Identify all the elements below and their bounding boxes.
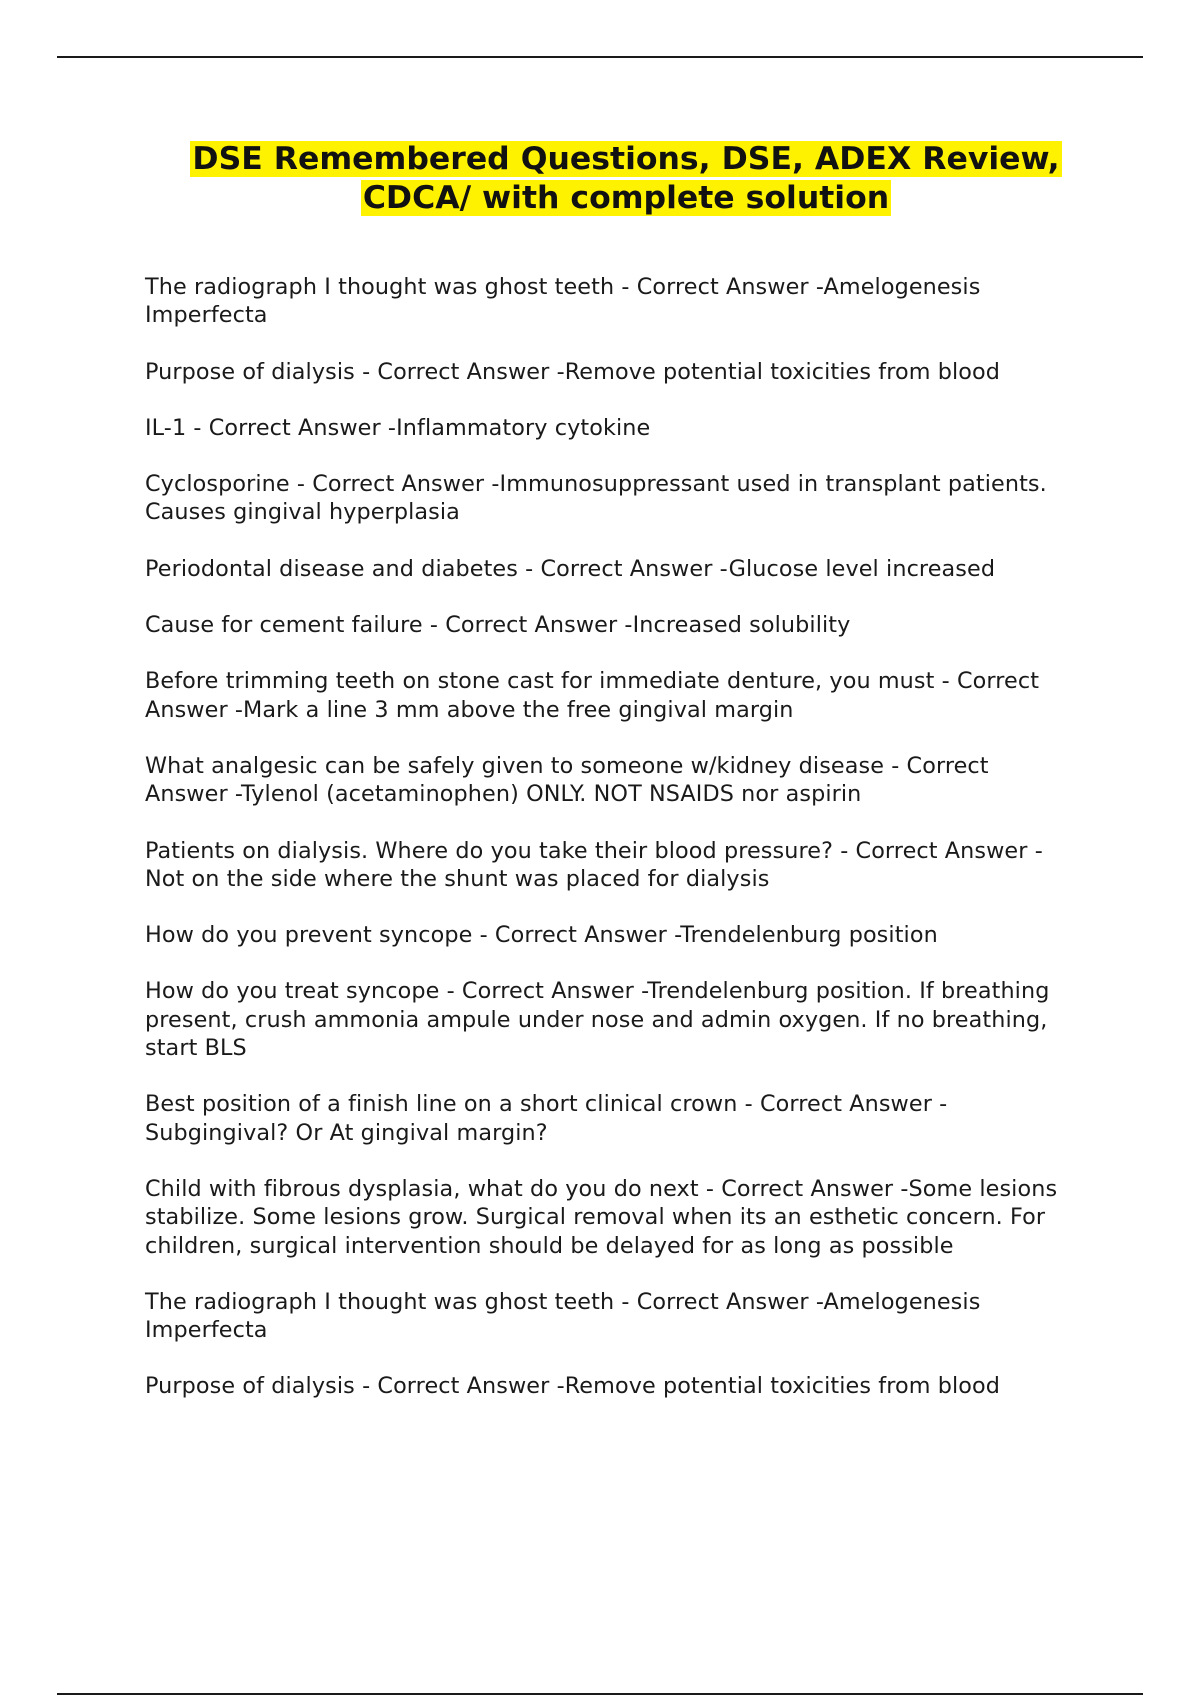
document-title xyxy=(146,140,1106,218)
qa-item: Before trimming teeth on stone cast for immediate denture, you must - Correct Answer -Mark a line 3 mm above the free gingival margin xyxy=(145,668,1040,723)
qa-item: The radiograph I thought was ghost teeth - Correct Answer -Amelogenesis Imperfecta xyxy=(145,1288,981,1344)
qa-item: What analgesic can be safely given to someone w/kidney disease - Correct Answer -Tylenol (acetaminophen) ONLY. NOT NSAIDS nor aspirin xyxy=(145,752,989,808)
qa-item: Best position of a finish line on a short clinical crown - Correct Answer -Subgingival? Or At gingival margin? xyxy=(145,1091,948,1146)
qa-item: The radiograph I thought was ghost teeth - Correct Answer -Amelogenesis Imperfecta xyxy=(145,274,981,329)
qa-item: Cyclosporine - Correct Answer -Immunosuppressant used in transplant patients. Causes gingival hyperplasia xyxy=(145,471,1047,526)
qa-item: Cause for cement failure - Correct Answer -Increased solubility xyxy=(145,612,851,639)
qa-item: Purpose of dialysis - Correct Answer -Remove potential toxicities from blood xyxy=(145,358,1001,385)
qa-item: Patients on dialysis. Where do you take their blood pressure? - Correct Answer -Not on the side where the shunt was placed for dialysis xyxy=(145,837,1043,892)
top-rule xyxy=(57,56,1143,58)
qa-item: Purpose of dialysis - Correct Answer -Remove potential toxicities from blood xyxy=(145,1373,1001,1400)
qa-item: How do you prevent syncope - Correct Answer -Trendelenburg position xyxy=(145,922,938,949)
qa-list xyxy=(145,273,1075,1429)
bottom-rule xyxy=(57,1693,1143,1695)
qa-item: Child with fibrous dysplasia, what do you do next - Correct Answer -Some lesions stabilize. Some lesions grow. Surgical removal when its an esthetic concern. For children, surgical intervention should be delayed for as long as possible xyxy=(145,1175,1058,1259)
qa-item: Periodontal disease and diabetes - Correct Answer -Glucose level increased xyxy=(145,555,996,582)
qa-item: How do you treat syncope - Correct Answer -Trendelenburg position. If breathing present, crush ammonia ampule under nose and admin oxygen. If no breathing, start BLS xyxy=(145,978,1050,1062)
title-line-1: DSE Remembered Questions, DSE, ADEX Review, xyxy=(192,141,1060,177)
qa-item: IL-1 - Correct Answer -Inflammatory cytokine xyxy=(145,414,651,441)
title-line-2: CDCA/ with complete solution xyxy=(362,180,890,216)
